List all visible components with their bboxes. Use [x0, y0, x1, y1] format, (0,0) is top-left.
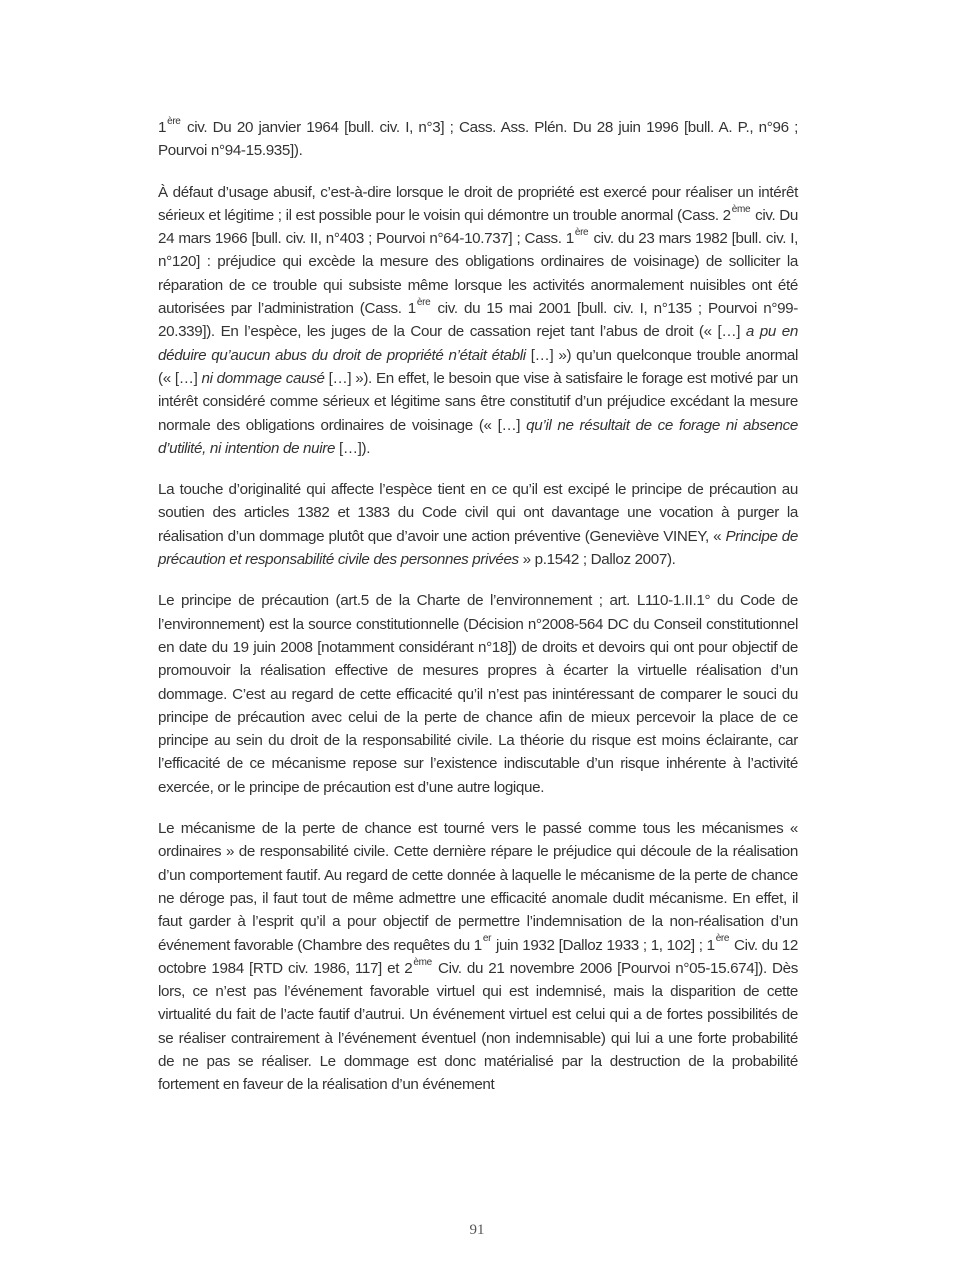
- text-run: Le mécanisme de la perte de chance est tourné vers le passé comme tous les mécanismes « ordinaires » de responsabilité civile. Cette dernière répare le préjudice qui découle de la réalisation d’un comportement fautif. Au regard de cette donnée à laquelle le mécanisme de la perte de chance ne déroge pas, il faut tout de même admettre une efficacité anomale dudit mécanisme. En effet, il faut garder à l’esprit qu’il a pour objectif de permettre l’indemnisation de la non-réalisation d’un événement favorable (Chambre des requêtes du 1: [158, 820, 798, 954]
- paragraph-citation-continuation: [158, 116, 798, 163]
- ordinal-superscript: ère: [416, 297, 431, 309]
- text-run: La touche d’originalité qui affecte l’espèce tient en ce qu’il est excipé le principe de précaution au soutien des articles 1382 et 1383 du Code civil qui ont davantage une vocation à purger la réalisation d’un dommage plutôt que d’avoir une action préventive (Geneviève VINEY, «: [158, 481, 798, 545]
- text-run: […]).: [335, 439, 371, 457]
- text-run: civ. Du 20 janvier 1964 [bull. civ. I, n°3] ; Cass. Ass. Plén. Du 28 juin 1996 [bull. A. P., n°96 ; Pourvoi n°94-15.935]).: [158, 119, 798, 160]
- quoted-italic-text: Principe de précaution et responsabilité civile des personnes privées: [158, 527, 798, 569]
- quoted-italic-text: ni dommage causé: [201, 369, 325, 387]
- ordinal-superscript: er: [482, 933, 492, 945]
- text-run: civ. du 23 mars 1982 [bull. civ. I, n°120] : préjudice qui excède la mesure des obligations ordinaires de voisinage) de solliciter la réparation de ce trouble qui subsiste même lorsque les activités anormalement nuisibles ont été autorisées par l’administration (Cass. 1: [158, 230, 798, 318]
- text-run: À défaut d’usage abusif, c’est-à-dire lorsque le droit de propriété est exercé pour réaliser un intérêt sérieux et légitime ; il est possible pour le voisin qui démontre un trouble anormal (Cass. 2: [158, 183, 798, 224]
- ordinal-superscript: ère: [574, 227, 589, 239]
- quoted-italic-text: qu’il ne résultait de ce forage ni absence d’utilité, ni intention de nuire: [158, 416, 798, 457]
- ordinal-superscript: ème: [731, 203, 751, 215]
- document-body: [158, 116, 798, 1111]
- text-run: civ. Du 24 mars 1966 [bull. civ. II, n°403 ; Pourvoi n°64-10.737] ; Cass. 1: [158, 206, 798, 248]
- page-number: 91: [469, 1222, 485, 1238]
- ordinal-superscript: ère: [715, 933, 730, 945]
- text-run: Civ. du 21 novembre 2006 [Pourvoi n°05-15.674]). Dès lors, ce n’est pas l’événement favorable virtuel qui est indemnisé, mais la disparition de cette virtualité du fait de l’acte fautif d’autrui. Un événement virtuel est celui qui a de fortes possibilités de se réaliser contrairement à l’événement éventuel (non indemnisable) qui lui a une forte probabilité de ne pas se réaliser. Le dommage est donc matérialisé par la destruction de la probabilité fortement en faveur de la réalisation d’un événement: [158, 959, 798, 1094]
- paragraph-originalite: [158, 478, 798, 571]
- ordinal-superscript: ème: [413, 956, 432, 968]
- paragraph-abus-de-droit: [158, 181, 798, 461]
- paragraph-principe-precaution: [158, 589, 798, 799]
- quoted-italic-text: a pu en déduire qu’aucun abus du droit de propriété n’était établi: [158, 323, 798, 364]
- text-run: » p.1542 ; Dalloz 2007).: [518, 551, 676, 569]
- text-run: Civ. du 12 octobre 1984 [RTD civ. 1986, 117] et 2: [158, 936, 798, 977]
- text-run: Le principe de précaution (art.5 de la Charte de l’environnement ; art. L110-1.II.1° du Code de l’environnement) est la source constitutionnelle (Décision n°2008-564 DC du Conseil constitutionnel en date du 19 juin 2008 [notamment considérant n°18]) de droits et devoirs qui ont pour objectif de promouvoir la réalisation effective de mesures propres à écarter la virtuelle réalisation d’un dommage. C’est au regard de cette efficacité qu’il n’est pas inintéressant de comparer le souci du principe de précaution avec celui de la perte de chance afin de mieux percevoir la place de ce principe au sein du droit de la responsabilité civile. La théorie du risque est moins éclairante, car l’efficacité de ce mécanisme repose sur l’existence indiscutable d’un risque inhérente à l’activité exercée, or le principe de précaution est d’une autre logique.: [158, 592, 798, 796]
- text-run: juin 1932 [Dalloz 1933 ; 1, 102] ; 1: [492, 936, 715, 954]
- text-run: […] »). En effet, le besoin que vise à satisfaire le forage est motivé par un intérêt considéré comme sérieux et légitime sans être constitutif d’un préjudice excédant la mesure normale des obligations ordinaires de voisinage (« […]: [158, 369, 798, 434]
- text-run: […] ») qu’un quelconque trouble anormal (« […]: [158, 346, 798, 387]
- text-run: civ. du 15 mai 2001 [bull. civ. I, n°135 ; Pourvoi n°99-20.339]). En l’espèce, les juges de la Cour de cassation rejet tant l’abus de droit (« […]: [158, 300, 798, 341]
- ordinal-superscript: ère: [167, 115, 181, 127]
- paragraph-perte-de-chance: [158, 817, 798, 1097]
- text-run: 1: [158, 119, 167, 136]
